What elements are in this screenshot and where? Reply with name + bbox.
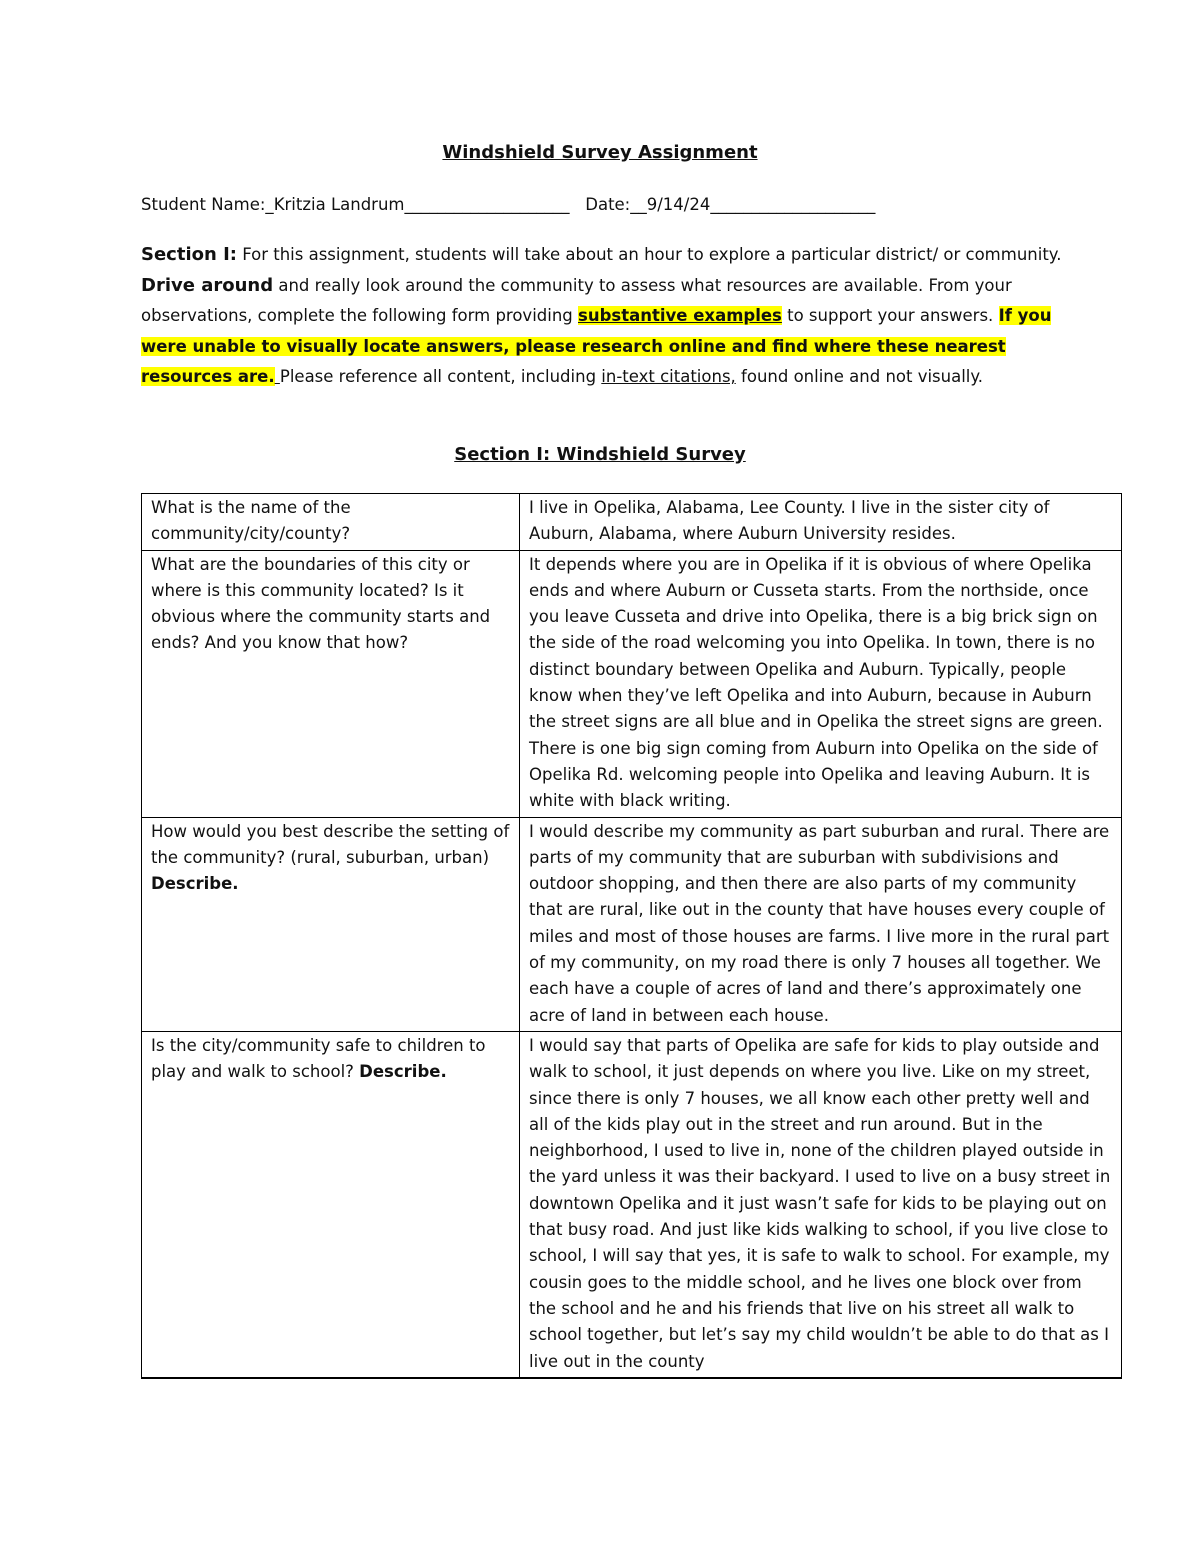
answer-cell[interactable] [520,817,1122,1031]
instructions-text-4: Please reference all content, including [279,367,602,386]
student-name-value: Kritzia Landrum [273,195,405,214]
question-cell [142,494,520,551]
drive-around-emphasis: Drive around [141,274,274,296]
question-cell [142,550,520,817]
instructions-text-5: found online and not visually. [735,367,984,386]
question-text: What is the name of the community/city/county? [151,498,351,544]
student-name-blank: ____________________ [404,195,570,214]
answer-cell[interactable] [520,550,1122,817]
table-row [142,494,1122,551]
question-text: How would you best describe the setting of the community? (rural, suburban, urban) [151,821,510,867]
question-cell [142,1031,520,1377]
date-blank: ____________________ [710,195,876,214]
document-title: Windshield Survey Assignment [442,142,758,163]
describe-emphasis: Describe. [151,874,239,894]
answer-text: I would say that parts of Opelika are safe for kids to play outside and walk to school, it just depends on where you live. Like on my street, since there is only 7 houses, we all know each other pretty well and all of the kids play out in the street and run around. But in the neighborhood, I used to live in, none of the children played outside in the yard unless it was their backyard. I used to live on a busy street in downtown Opelika and it just wasn’t safe for kids to be playing out on that busy road. And just like kids walking to school, if you live close to school, I will say that yes, it is safe to walk to school. For example, my cousin goes to the middle school, and he lives one block over from the school and he and his friends that live on his street all walk to school together, but let’s say my child wouldn’t be able to do that as I live out in the county [529,1035,1111,1371]
substantive-examples-highlight: substantive examples [578,306,782,325]
answer-cell[interactable] [520,494,1122,551]
answer-text: It depends where you are in Opelika if it is obvious of where Opelika ends and where Auburn or Cusseta starts. From the northside, once you leave Cusseta and drive into Opelika, there is a big brick sign on the side of the road welcoming you into Opelika. In town, there is no distinct boundary between Opelika and Auburn. Typically, people know when they’ve left Opelika and into Auburn, because in Auburn the street signs are all blue and in Opelika the street signs are green. There is one big sign coming from Auburn into Opelika on the side of Opelika Rd. welcoming people into Opelika and leaving Auburn. It is white with black writing. [529,554,1103,811]
section-label: Section I: [141,244,237,265]
research-online-highlight: If you were unable to visually locate answers, please research online and find where these nearest resources are. [141,306,1052,386]
instructions-text-1: For this assignment, students will take about an hour to explore a particular district/ or community. [236,245,1062,264]
table-row [142,817,1122,1031]
date-value: 9/14/24 [646,195,711,214]
survey-table [141,493,1122,1379]
table-row [142,1031,1122,1377]
question-text: Is the city/community safe to children to play and walk to school? [151,1035,486,1082]
answer-text: I would describe my community as part suburban and rural. There are parts of my community that are suburban with subdivisions and outdoor shopping, and then there are also parts of my community that are rural, like out in the county that have houses every couple of miles and most of those houses are farms. I live more in the rural part of my community, on my road there is only 7 houses all together. We each have a couple of acres of land and there’s approximately one acre of land in between each house. [529,821,1110,1025]
instructions-text-2: and really look around the community to assess what resources are available. From your observations, complete the following form providing [141,275,1012,325]
question-cell [142,817,520,1031]
student-date-line [141,195,875,214]
in-text-citations: in-text citations, [601,367,736,386]
instructions-text-3: to support your answers. [781,306,999,325]
answer-text: I live in Opelika, Alabama, Lee County. I live in the sister city of Auburn, Alabama, where Auburn University resides. [529,498,1050,544]
instructions-paragraph [141,240,1071,393]
describe-emphasis: Describe. [359,1062,447,1082]
question-text: What are the boundaries of this city or where is this community located? Is it obvious where the community starts and ends? And you know that how? [151,554,491,653]
table-row [142,550,1122,817]
answer-cell[interactable] [520,1031,1122,1377]
student-name-label: Student Name:_ [141,195,274,214]
survey-section-title: Section I: Windshield Survey [454,444,746,465]
date-label: Date:__ [585,195,647,214]
